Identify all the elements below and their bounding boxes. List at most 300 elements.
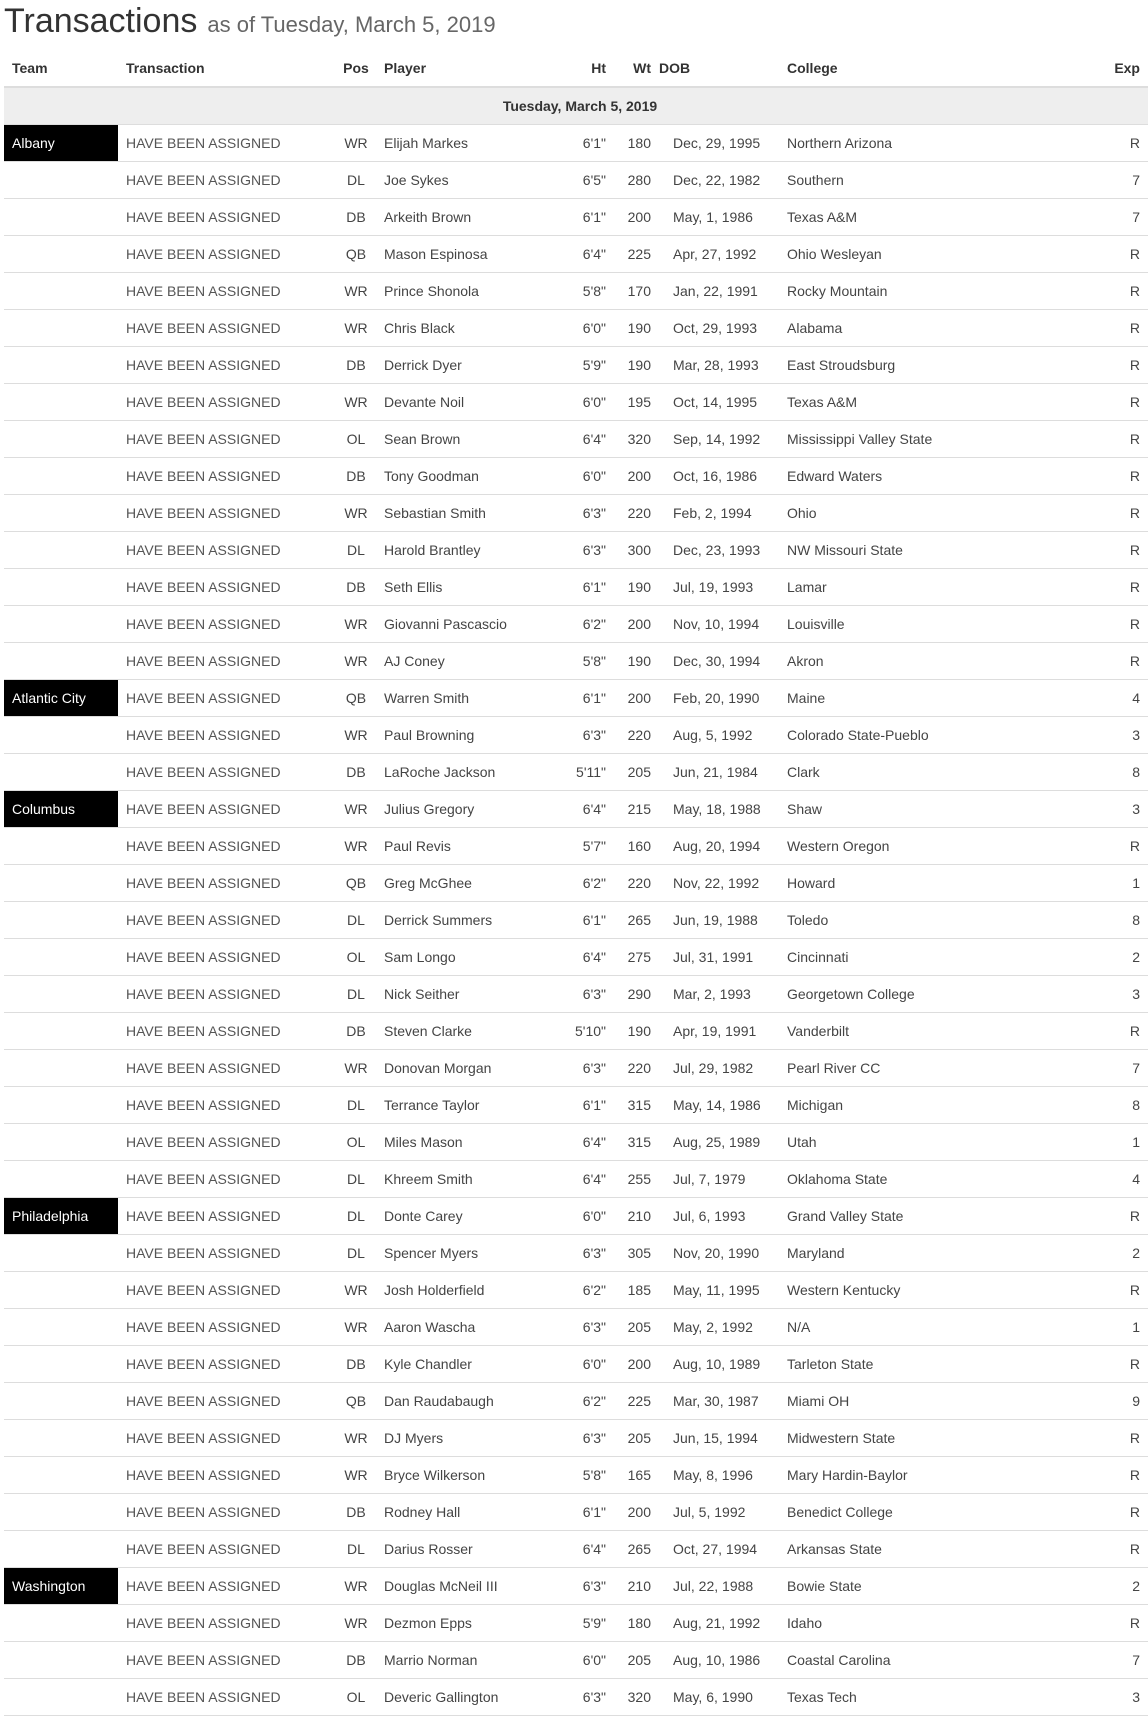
experience-cell: 8 bbox=[949, 1087, 1148, 1124]
transaction-cell: HAVE BEEN ASSIGNED bbox=[118, 273, 336, 310]
weight-cell: 220 bbox=[606, 717, 651, 754]
position-cell: DB bbox=[336, 1494, 376, 1531]
position-cell: WR bbox=[336, 1605, 376, 1642]
transaction-cell: HAVE BEEN ASSIGNED bbox=[118, 1383, 336, 1420]
experience-cell: R bbox=[949, 1198, 1148, 1235]
team-cell[interactable] bbox=[4, 569, 118, 606]
team-cell[interactable]: Philadelphia bbox=[4, 1198, 118, 1235]
dob-cell: May, 2, 1992 bbox=[651, 1309, 779, 1346]
weight-cell: 320 bbox=[606, 1679, 651, 1716]
position-cell: OL bbox=[336, 939, 376, 976]
table-row bbox=[4, 902, 1148, 939]
team-cell[interactable]: Washington bbox=[4, 1568, 118, 1605]
table-row bbox=[4, 162, 1148, 199]
college-cell: Coastal Carolina bbox=[779, 1642, 949, 1679]
player-name-link[interactable]: Aaron Wascha bbox=[376, 1309, 536, 1346]
weight-cell: 225 bbox=[606, 236, 651, 273]
weight-cell: 180 bbox=[606, 1605, 651, 1642]
college-cell: Cincinnati bbox=[779, 939, 949, 976]
position-cell: OL bbox=[336, 421, 376, 458]
transaction-cell: HAVE BEEN ASSIGNED bbox=[118, 1272, 336, 1309]
weight-cell: 190 bbox=[606, 1013, 651, 1050]
team-cell[interactable] bbox=[4, 643, 118, 680]
col-header-team[interactable]: Team bbox=[4, 50, 118, 87]
position-cell: OL bbox=[336, 1124, 376, 1161]
position-cell: WR bbox=[336, 495, 376, 532]
transaction-cell: HAVE BEEN ASSIGNED bbox=[118, 1642, 336, 1679]
player-name-link[interactable]: Derrick Summers bbox=[376, 902, 536, 939]
experience-cell: R bbox=[949, 310, 1148, 347]
dob-cell: Jul, 29, 1982 bbox=[651, 1050, 779, 1087]
dob-cell: Aug, 10, 1989 bbox=[651, 1346, 779, 1383]
team-cell[interactable] bbox=[4, 162, 118, 199]
weight-cell: 300 bbox=[606, 532, 651, 569]
position-cell: WR bbox=[336, 606, 376, 643]
height-cell: 5'8" bbox=[536, 1457, 606, 1494]
player-name-link[interactable]: Sebastian Smith bbox=[376, 495, 536, 532]
team-cell[interactable] bbox=[4, 1087, 118, 1124]
team-cell[interactable] bbox=[4, 310, 118, 347]
dob-cell: Aug, 21, 1992 bbox=[651, 1605, 779, 1642]
weight-cell: 210 bbox=[606, 1568, 651, 1605]
player-name-link[interactable]: Rodney Hall bbox=[376, 1494, 536, 1531]
player-name-link[interactable]: AJ Coney bbox=[376, 643, 536, 680]
team-cell[interactable] bbox=[4, 421, 118, 458]
player-name-link[interactable]: Giovanni Pascascio bbox=[376, 606, 536, 643]
player-name-link[interactable]: Deveric Gallington bbox=[376, 1679, 536, 1716]
position-cell: DL bbox=[336, 1087, 376, 1124]
height-cell: 6'1" bbox=[536, 569, 606, 606]
col-header-dob[interactable]: DOB bbox=[651, 50, 779, 87]
player-name-link[interactable]: Devante Noil bbox=[376, 384, 536, 421]
experience-cell: 7 bbox=[949, 199, 1148, 236]
weight-cell: 320 bbox=[606, 421, 651, 458]
team-cell[interactable] bbox=[4, 1531, 118, 1568]
experience-cell: 7 bbox=[949, 1642, 1148, 1679]
player-name-link[interactable]: Steven Clarke bbox=[376, 1013, 536, 1050]
team-cell[interactable] bbox=[4, 1605, 118, 1642]
table-row bbox=[4, 532, 1148, 569]
team-cell[interactable] bbox=[4, 1346, 118, 1383]
college-cell: Mississippi Valley State bbox=[779, 421, 949, 458]
height-cell: 6'3" bbox=[536, 1679, 606, 1716]
experience-cell: 3 bbox=[949, 1679, 1148, 1716]
table-row bbox=[4, 1013, 1148, 1050]
college-cell: Texas A&M bbox=[779, 384, 949, 421]
height-cell: 6'2" bbox=[536, 1383, 606, 1420]
dob-cell: Feb, 20, 1990 bbox=[651, 680, 779, 717]
table-row bbox=[4, 347, 1148, 384]
team-cell[interactable] bbox=[4, 1235, 118, 1272]
transaction-cell: HAVE BEEN ASSIGNED bbox=[118, 347, 336, 384]
table-row bbox=[4, 680, 1148, 717]
position-cell: WR bbox=[336, 1420, 376, 1457]
position-cell: WR bbox=[336, 1272, 376, 1309]
player-name-link[interactable]: Arkeith Brown bbox=[376, 199, 536, 236]
experience-cell: 1 bbox=[949, 1309, 1148, 1346]
table-row bbox=[4, 1161, 1148, 1198]
transaction-cell: HAVE BEEN ASSIGNED bbox=[118, 1309, 336, 1346]
team-cell[interactable] bbox=[4, 458, 118, 495]
table-row bbox=[4, 125, 1148, 162]
college-cell: N/A bbox=[779, 1309, 949, 1346]
college-cell: Ohio bbox=[779, 495, 949, 532]
weight-cell: 215 bbox=[606, 791, 651, 828]
college-cell: Colorado State-Pueblo bbox=[779, 717, 949, 754]
team-cell[interactable]: Atlantic City bbox=[4, 680, 118, 717]
dob-cell: Jun, 15, 1994 bbox=[651, 1420, 779, 1457]
dob-cell: Nov, 10, 1994 bbox=[651, 606, 779, 643]
team-cell[interactable] bbox=[4, 1494, 118, 1531]
table-row bbox=[4, 791, 1148, 828]
table-row bbox=[4, 1531, 1148, 1568]
table-row bbox=[4, 1124, 1148, 1161]
transaction-cell: HAVE BEEN ASSIGNED bbox=[118, 1235, 336, 1272]
team-cell[interactable] bbox=[4, 1383, 118, 1420]
college-cell: Utah bbox=[779, 1124, 949, 1161]
table-row bbox=[4, 1235, 1148, 1272]
weight-cell: 205 bbox=[606, 1309, 651, 1346]
player-name-link[interactable]: Terrance Taylor bbox=[376, 1087, 536, 1124]
player-name-link[interactable]: Josh Holderfield bbox=[376, 1272, 536, 1309]
player-name-link[interactable]: Paul Browning bbox=[376, 717, 536, 754]
height-cell: 6'3" bbox=[536, 1235, 606, 1272]
position-cell: WR bbox=[336, 1568, 376, 1605]
college-cell: Toledo bbox=[779, 902, 949, 939]
transaction-cell: HAVE BEEN ASSIGNED bbox=[118, 532, 336, 569]
player-name-link[interactable]: Douglas McNeil III bbox=[376, 1568, 536, 1605]
player-name-link[interactable]: Paul Revis bbox=[376, 828, 536, 865]
player-name-link[interactable]: Derrick Dyer bbox=[376, 347, 536, 384]
col-header-exp[interactable]: Exp bbox=[949, 50, 1148, 87]
dob-cell: Apr, 27, 1992 bbox=[651, 236, 779, 273]
experience-cell: R bbox=[949, 236, 1148, 273]
height-cell: 6'0" bbox=[536, 384, 606, 421]
transaction-cell: HAVE BEEN ASSIGNED bbox=[118, 1605, 336, 1642]
player-name-link[interactable]: Khreem Smith bbox=[376, 1161, 536, 1198]
transaction-cell: HAVE BEEN ASSIGNED bbox=[118, 643, 336, 680]
team-cell[interactable] bbox=[4, 273, 118, 310]
transaction-cell: HAVE BEEN ASSIGNED bbox=[118, 1161, 336, 1198]
transaction-cell: HAVE BEEN ASSIGNED bbox=[118, 421, 336, 458]
experience-cell: 1 bbox=[949, 865, 1148, 902]
dob-cell: Aug, 5, 1992 bbox=[651, 717, 779, 754]
team-cell[interactable] bbox=[4, 717, 118, 754]
table-row bbox=[4, 1642, 1148, 1679]
dob-cell: May, 6, 1990 bbox=[651, 1679, 779, 1716]
dob-cell: Jul, 5, 1992 bbox=[651, 1494, 779, 1531]
position-cell: DB bbox=[336, 1346, 376, 1383]
team-cell[interactable] bbox=[4, 199, 118, 236]
weight-cell: 315 bbox=[606, 1087, 651, 1124]
height-cell: 6'0" bbox=[536, 310, 606, 347]
as-of-date: as of Tuesday, March 5, 2019 bbox=[207, 12, 496, 37]
position-cell: WR bbox=[336, 273, 376, 310]
player-name-link[interactable]: Tony Goodman bbox=[376, 458, 536, 495]
college-cell: Georgetown College bbox=[779, 976, 949, 1013]
weight-cell: 220 bbox=[606, 1050, 651, 1087]
college-cell: Rocky Mountain bbox=[779, 273, 949, 310]
height-cell: 6'3" bbox=[536, 717, 606, 754]
table-row bbox=[4, 458, 1148, 495]
table-row bbox=[4, 606, 1148, 643]
col-header-pos[interactable]: Pos bbox=[336, 50, 376, 87]
transaction-cell: HAVE BEEN ASSIGNED bbox=[118, 606, 336, 643]
position-cell: DL bbox=[336, 1198, 376, 1235]
weight-cell: 220 bbox=[606, 495, 651, 532]
player-name-link[interactable]: Sean Brown bbox=[376, 421, 536, 458]
transaction-cell: HAVE BEEN ASSIGNED bbox=[118, 1420, 336, 1457]
experience-cell: 3 bbox=[949, 976, 1148, 1013]
college-cell: Texas A&M bbox=[779, 199, 949, 236]
experience-cell: 3 bbox=[949, 791, 1148, 828]
team-cell[interactable] bbox=[4, 1679, 118, 1716]
team-cell[interactable] bbox=[4, 495, 118, 532]
dob-cell: Jul, 19, 1993 bbox=[651, 569, 779, 606]
college-cell: Oklahoma State bbox=[779, 1161, 949, 1198]
transaction-cell: HAVE BEEN ASSIGNED bbox=[118, 939, 336, 976]
team-cell[interactable] bbox=[4, 865, 118, 902]
team-cell[interactable] bbox=[4, 902, 118, 939]
team-cell[interactable] bbox=[4, 532, 118, 569]
player-name-link[interactable]: Spencer Myers bbox=[376, 1235, 536, 1272]
experience-cell: 1 bbox=[949, 1124, 1148, 1161]
table-row bbox=[4, 828, 1148, 865]
transaction-cell: HAVE BEEN ASSIGNED bbox=[118, 1050, 336, 1087]
table-row bbox=[4, 1679, 1148, 1716]
date-group-label: Tuesday, March 5, 2019 bbox=[4, 87, 1148, 125]
position-cell: DB bbox=[336, 1642, 376, 1679]
col-header-wt[interactable]: Wt bbox=[606, 50, 651, 87]
dob-cell: Jul, 7, 1979 bbox=[651, 1161, 779, 1198]
position-cell: WR bbox=[336, 1050, 376, 1087]
position-cell: WR bbox=[336, 791, 376, 828]
player-name-link[interactable]: Marrio Norman bbox=[376, 1642, 536, 1679]
table-row bbox=[4, 199, 1148, 236]
team-cell[interactable] bbox=[4, 1013, 118, 1050]
college-cell: East Stroudsburg bbox=[779, 347, 949, 384]
weight-cell: 200 bbox=[606, 458, 651, 495]
team-cell[interactable] bbox=[4, 1420, 118, 1457]
position-cell: WR bbox=[336, 125, 376, 162]
transaction-cell: HAVE BEEN ASSIGNED bbox=[118, 754, 336, 791]
weight-cell: 305 bbox=[606, 1235, 651, 1272]
player-name-link[interactable]: Sam Longo bbox=[376, 939, 536, 976]
height-cell: 6'0" bbox=[536, 1346, 606, 1383]
transaction-cell: HAVE BEEN ASSIGNED bbox=[118, 976, 336, 1013]
player-name-link[interactable]: Nick Seither bbox=[376, 976, 536, 1013]
team-cell[interactable] bbox=[4, 1309, 118, 1346]
college-cell: Western Oregon bbox=[779, 828, 949, 865]
table-row bbox=[4, 1494, 1148, 1531]
player-name-link[interactable]: LaRoche Jackson bbox=[376, 754, 536, 791]
dob-cell: Jul, 31, 1991 bbox=[651, 939, 779, 976]
height-cell: 6'3" bbox=[536, 976, 606, 1013]
table-row bbox=[4, 236, 1148, 273]
transaction-cell: HAVE BEEN ASSIGNED bbox=[118, 1494, 336, 1531]
player-name-link[interactable]: Miles Mason bbox=[376, 1124, 536, 1161]
dob-cell: Dec, 29, 1995 bbox=[651, 125, 779, 162]
dob-cell: Jan, 22, 1991 bbox=[651, 273, 779, 310]
col-header-player[interactable]: Player bbox=[376, 50, 536, 87]
player-name-link[interactable]: Donovan Morgan bbox=[376, 1050, 536, 1087]
team-cell[interactable]: Columbus bbox=[4, 791, 118, 828]
position-cell: DB bbox=[336, 569, 376, 606]
dob-cell: Apr, 19, 1991 bbox=[651, 1013, 779, 1050]
transaction-cell: HAVE BEEN ASSIGNED bbox=[118, 1346, 336, 1383]
player-name-link[interactable]: DJ Myers bbox=[376, 1420, 536, 1457]
team-cell[interactable] bbox=[4, 1457, 118, 1494]
player-name-link[interactable]: Prince Shonola bbox=[376, 273, 536, 310]
team-cell[interactable] bbox=[4, 1050, 118, 1087]
experience-cell: R bbox=[949, 1531, 1148, 1568]
experience-cell: R bbox=[949, 495, 1148, 532]
height-cell: 6'3" bbox=[536, 1309, 606, 1346]
team-cell[interactable] bbox=[4, 828, 118, 865]
transaction-cell: HAVE BEEN ASSIGNED bbox=[118, 1198, 336, 1235]
dob-cell: Oct, 29, 1993 bbox=[651, 310, 779, 347]
experience-cell: R bbox=[949, 1494, 1148, 1531]
transaction-cell: HAVE BEEN ASSIGNED bbox=[118, 1457, 336, 1494]
team-cell[interactable] bbox=[4, 606, 118, 643]
team-cell[interactable] bbox=[4, 939, 118, 976]
position-cell: DB bbox=[336, 754, 376, 791]
college-cell: Michigan bbox=[779, 1087, 949, 1124]
position-cell: DL bbox=[336, 162, 376, 199]
college-cell: Texas Tech bbox=[779, 1679, 949, 1716]
dob-cell: Mar, 2, 1993 bbox=[651, 976, 779, 1013]
table-row bbox=[4, 1457, 1148, 1494]
experience-cell: 4 bbox=[949, 680, 1148, 717]
experience-cell: R bbox=[949, 606, 1148, 643]
experience-cell: 8 bbox=[949, 754, 1148, 791]
transaction-cell: HAVE BEEN ASSIGNED bbox=[118, 384, 336, 421]
transaction-cell: HAVE BEEN ASSIGNED bbox=[118, 495, 336, 532]
position-cell: DB bbox=[336, 458, 376, 495]
col-header-transaction[interactable]: Transaction bbox=[118, 50, 336, 87]
player-name-link[interactable]: Chris Black bbox=[376, 310, 536, 347]
college-cell: NW Missouri State bbox=[779, 532, 949, 569]
height-cell: 6'2" bbox=[536, 1272, 606, 1309]
player-name-link[interactable]: Kyle Chandler bbox=[376, 1346, 536, 1383]
table-header-row bbox=[4, 50, 1148, 87]
position-cell: OL bbox=[336, 1679, 376, 1716]
college-cell: Idaho bbox=[779, 1605, 949, 1642]
player-name-link[interactable]: Warren Smith bbox=[376, 680, 536, 717]
player-name-link[interactable]: Bryce Wilkerson bbox=[376, 1457, 536, 1494]
table-row bbox=[4, 569, 1148, 606]
dob-cell: Jul, 22, 1988 bbox=[651, 1568, 779, 1605]
team-cell[interactable] bbox=[4, 1124, 118, 1161]
height-cell: 6'1" bbox=[536, 1494, 606, 1531]
table-row bbox=[4, 976, 1148, 1013]
player-name-link[interactable]: Dan Raudabaugh bbox=[376, 1383, 536, 1420]
height-cell: 5'8" bbox=[536, 643, 606, 680]
team-cell[interactable] bbox=[4, 754, 118, 791]
team-cell[interactable] bbox=[4, 1161, 118, 1198]
dob-cell: Jul, 6, 1993 bbox=[651, 1198, 779, 1235]
player-name-link[interactable]: Dezmon Epps bbox=[376, 1605, 536, 1642]
player-name-link[interactable]: Elijah Markes bbox=[376, 125, 536, 162]
transaction-cell: HAVE BEEN ASSIGNED bbox=[118, 680, 336, 717]
college-cell: Grand Valley State bbox=[779, 1198, 949, 1235]
college-cell: Northern Arizona bbox=[779, 125, 949, 162]
position-cell: DL bbox=[336, 902, 376, 939]
height-cell: 6'2" bbox=[536, 865, 606, 902]
weight-cell: 265 bbox=[606, 1531, 651, 1568]
weight-cell: 225 bbox=[606, 1383, 651, 1420]
weight-cell: 210 bbox=[606, 1198, 651, 1235]
college-cell: Pearl River CC bbox=[779, 1050, 949, 1087]
weight-cell: 190 bbox=[606, 347, 651, 384]
weight-cell: 200 bbox=[606, 1494, 651, 1531]
col-header-college[interactable]: College bbox=[779, 50, 949, 87]
col-header-ht[interactable]: Ht bbox=[536, 50, 606, 87]
table-row bbox=[4, 1087, 1148, 1124]
table-row bbox=[4, 1383, 1148, 1420]
college-cell: Western Kentucky bbox=[779, 1272, 949, 1309]
table-row bbox=[4, 865, 1148, 902]
college-cell: Midwestern State bbox=[779, 1420, 949, 1457]
position-cell: WR bbox=[336, 1457, 376, 1494]
experience-cell: R bbox=[949, 569, 1148, 606]
date-group-row bbox=[4, 87, 1148, 125]
player-name-link[interactable]: Donte Carey bbox=[376, 1198, 536, 1235]
team-cell[interactable] bbox=[4, 384, 118, 421]
team-cell[interactable]: Albany bbox=[4, 125, 118, 162]
college-cell: Vanderbilt bbox=[779, 1013, 949, 1050]
weight-cell: 205 bbox=[606, 754, 651, 791]
team-cell[interactable] bbox=[4, 236, 118, 273]
transaction-cell: HAVE BEEN ASSIGNED bbox=[118, 199, 336, 236]
height-cell: 5'7" bbox=[536, 828, 606, 865]
player-name-link[interactable]: Seth Ellis bbox=[376, 569, 536, 606]
weight-cell: 180 bbox=[606, 125, 651, 162]
table-row bbox=[4, 643, 1148, 680]
weight-cell: 185 bbox=[606, 1272, 651, 1309]
dob-cell: Aug, 20, 1994 bbox=[651, 828, 779, 865]
dob-cell: Oct, 14, 1995 bbox=[651, 384, 779, 421]
weight-cell: 255 bbox=[606, 1161, 651, 1198]
college-cell: Louisville bbox=[779, 606, 949, 643]
team-cell[interactable] bbox=[4, 1642, 118, 1679]
experience-cell: 7 bbox=[949, 1050, 1148, 1087]
table-row bbox=[4, 1198, 1148, 1235]
player-name-link[interactable]: Greg McGhee bbox=[376, 865, 536, 902]
position-cell: WR bbox=[336, 828, 376, 865]
page-header bbox=[0, 0, 1148, 42]
team-cell[interactable] bbox=[4, 1272, 118, 1309]
experience-cell: R bbox=[949, 1346, 1148, 1383]
table-row bbox=[4, 754, 1148, 791]
team-cell[interactable] bbox=[4, 347, 118, 384]
team-cell[interactable] bbox=[4, 976, 118, 1013]
college-cell: Bowie State bbox=[779, 1568, 949, 1605]
height-cell: 6'3" bbox=[536, 1420, 606, 1457]
player-name-link[interactable]: Darius Rosser bbox=[376, 1531, 536, 1568]
player-name-link[interactable]: Mason Espinosa bbox=[376, 236, 536, 273]
experience-cell: 2 bbox=[949, 939, 1148, 976]
height-cell: 6'4" bbox=[536, 1124, 606, 1161]
player-name-link[interactable]: Joe Sykes bbox=[376, 162, 536, 199]
height-cell: 6'0" bbox=[536, 458, 606, 495]
table-row bbox=[4, 1420, 1148, 1457]
college-cell: Southern bbox=[779, 162, 949, 199]
height-cell: 5'9" bbox=[536, 1605, 606, 1642]
dob-cell: May, 11, 1995 bbox=[651, 1272, 779, 1309]
player-name-link[interactable]: Julius Gregory bbox=[376, 791, 536, 828]
player-name-link[interactable]: Harold Brantley bbox=[376, 532, 536, 569]
